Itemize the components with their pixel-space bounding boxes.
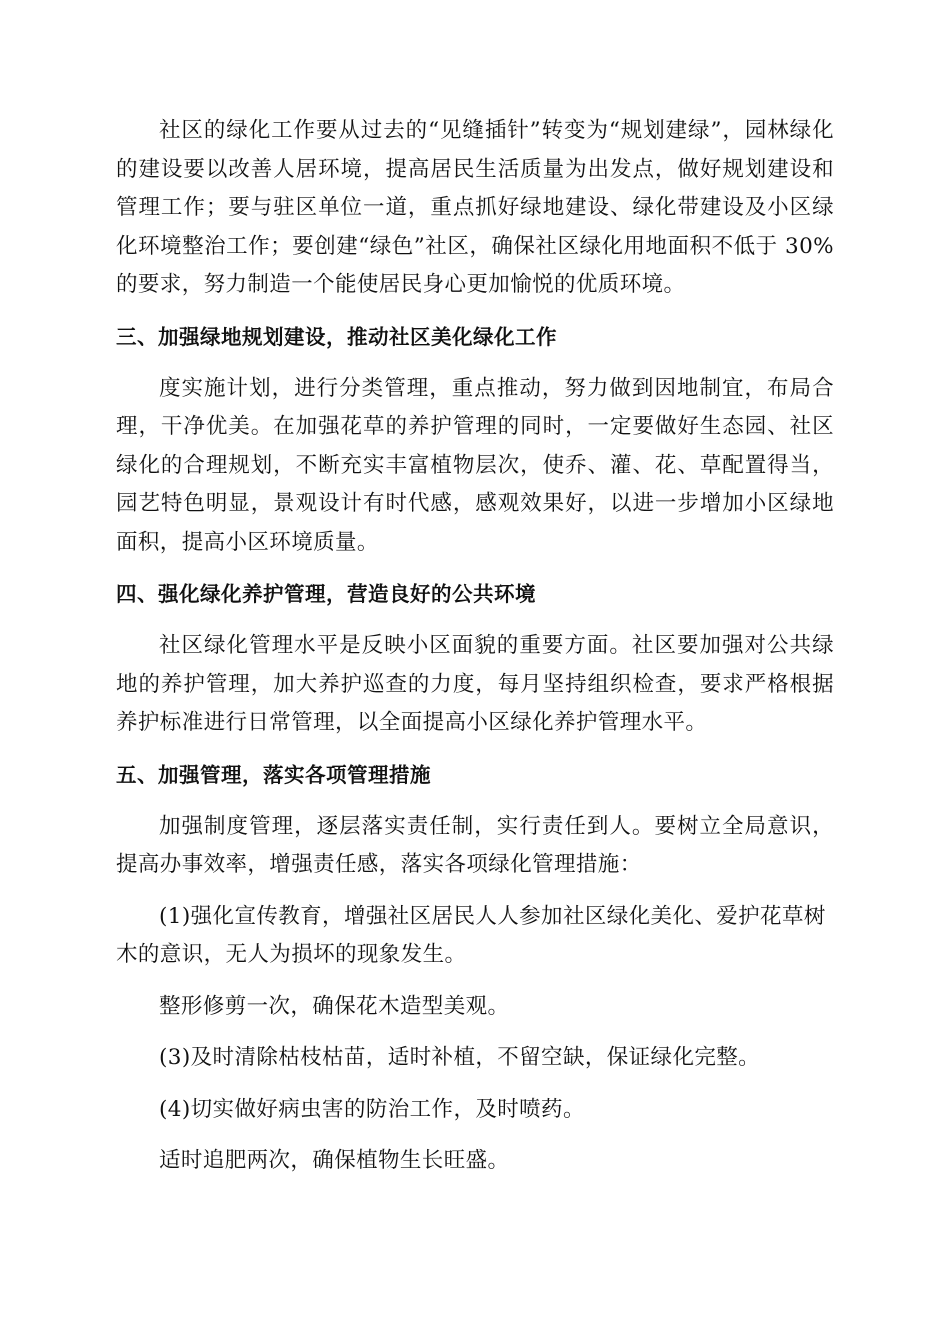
list-item-4: (4)切实做好病虫害的防治工作，及时喷药。 (159, 1096, 585, 1122)
list-item-1: (1)强化宣传教育，增强社区居民人人参加社区绿化美化、爱护花草树木的意识，无人为损坏的现象发生。 (116, 903, 826, 967)
section-heading-3: 三、加强绿地规划建设，推动社区美化绿化工作 (116, 324, 557, 349)
list-item-2: 整形修剪一次，确保花木造型美观。 (159, 993, 510, 1019)
paragraph-management-measures: 加强制度管理，逐层落实责任制，实行责任到人。要树立全局意识，提高办事效率，增强责任感，落实各项绿化管理措施： (116, 813, 834, 877)
section-heading-4: 四、强化绿化养护管理，营造良好的公共环境 (116, 582, 536, 606)
paragraph-implementation-plan: 度实施计划，进行分类管理，重点推动，努力做到因地制宜，布局合理，干净优美。在加强花草的养护管理的同时，一定要做好生态园、社区绿化的合理规划，不断充实丰富植物层次，使乔、灌、花、草配置得当，园艺特色明显，景观设计有时代感，感观效果好，以进一步增加小区绿地面积，提高小区环境质量。 (116, 375, 834, 555)
document-page (116, 112, 834, 1194)
section-heading-5: 五、加强管理，落实各项管理措施 (116, 762, 431, 787)
paragraph-maintenance-level: 社区绿化管理水平是反映小区面貌的重要方面。社区要加强对公共绿地的养护管理，加大养护巡查的力度，每月坚持组织检查，要求严格根据养护标准进行日常管理，以全面提高小区绿化养护管理水平。 (116, 633, 834, 735)
paragraph-greening-planning: 社区的绿化工作要从过去的“见缝插针”转变为“规划建绿”，园林绿化的建设要以改善人居环境，提高居民生活质量为出发点，做好规划建设和管理工作；要与驻区单位一道，重点抓好绿地建设、绿化带建设及小区绿化环境整治工作；要创建“绿色”社区，确保社区绿化用地面积不低于 30%的要求，努力制造一个能使居民身心更加愉悦的优质环境。 (116, 118, 834, 297)
list-item-3: (3)及时清除枯枝枯苗，适时补植，不留空缺，保证绿化完整。 (159, 1045, 761, 1070)
list-item-5: 适时追肥两次，确保植物生长旺盛。 (159, 1148, 510, 1173)
